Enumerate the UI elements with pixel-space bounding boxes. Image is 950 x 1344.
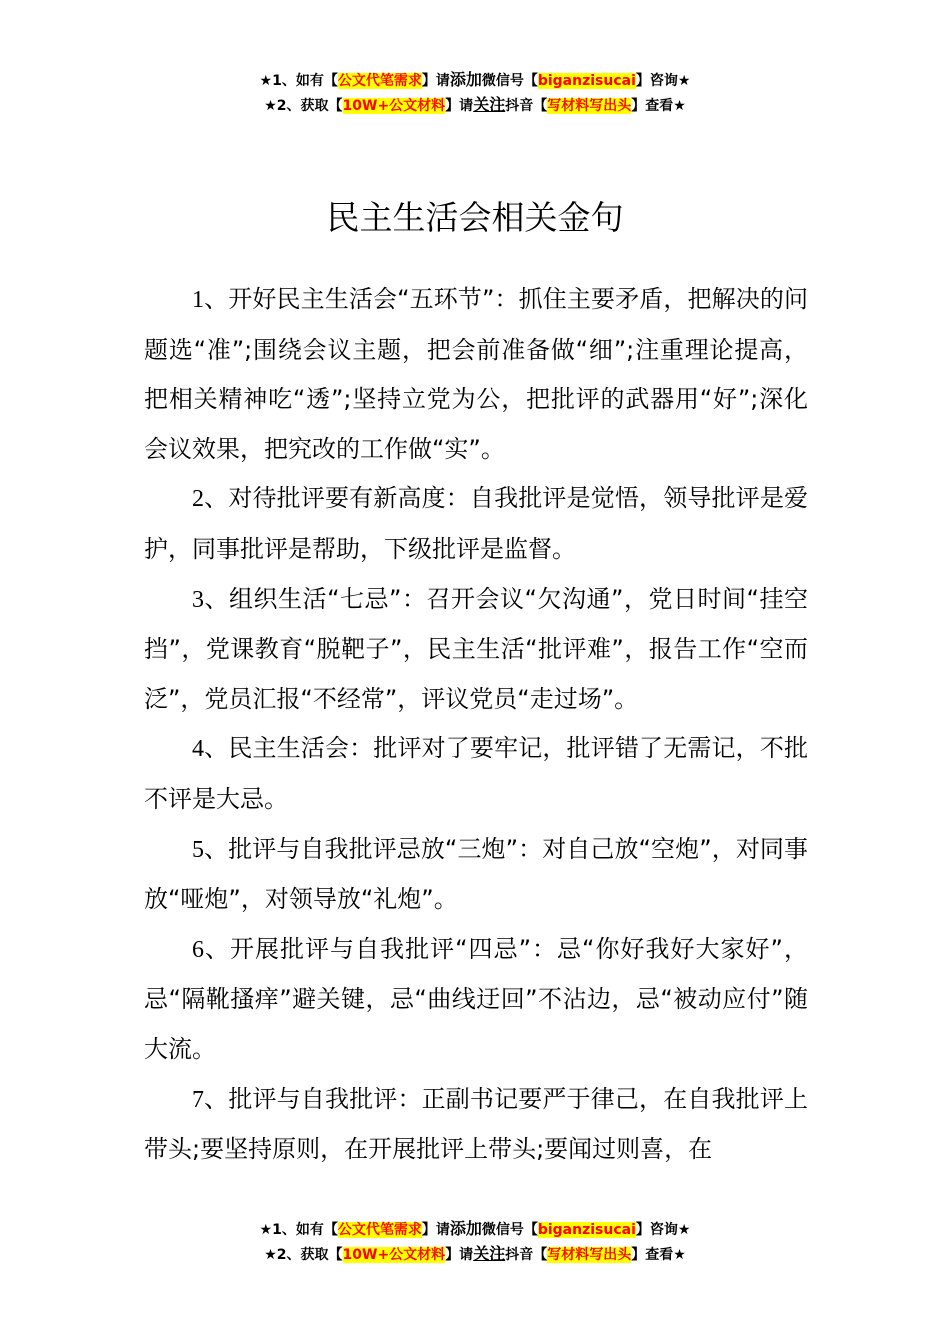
paragraph-7 — [144, 1075, 808, 1175]
notice-text: 微信号【 — [481, 73, 538, 89]
paragraph-number: 6 — [192, 936, 204, 963]
notice-line-1 — [0, 1217, 950, 1242]
notice-text: ★2、获取【 — [264, 98, 343, 114]
notice-highlight: 公文代笔需求 — [337, 1222, 422, 1238]
notice-line-1 — [0, 68, 950, 93]
notice-emphasis: 关注 — [473, 1244, 506, 1263]
notice-text: 】查看★ — [631, 1247, 686, 1263]
notice-emphasis: 关注 — [473, 95, 506, 114]
paragraph-3 — [144, 575, 808, 725]
notice-highlight: 写材料写出头 — [547, 1247, 632, 1263]
paragraph-number: 2 — [192, 486, 204, 513]
paragraph-text: 、对待批评要有新高度：自我批评是觉悟，领导批评是爱护，同事批评是帮助，下级批评是监督。 — [144, 484, 808, 563]
paragraph-number: 1 — [192, 287, 204, 313]
notice-text: 】咨询★ — [635, 73, 691, 89]
paragraph-text: 、民主生活会：批评对了要牢记，批评错了无需记，不批不评是大忌。 — [144, 734, 808, 813]
paragraph-number: 4 — [192, 736, 204, 763]
notice-emphasis: 添加 — [449, 70, 482, 89]
notice-text: ★1、如有【 — [259, 73, 338, 89]
notice-text: ★1、如有【 — [259, 1222, 338, 1238]
notice-text: 抖音【 — [505, 98, 548, 114]
notice-highlight: biganzisucai — [537, 1222, 636, 1238]
notice-text: 】请 — [445, 1247, 474, 1263]
paragraph-4 — [144, 724, 808, 824]
document-body — [144, 275, 808, 1175]
notice-highlight: 10W+公文材料 — [342, 98, 446, 114]
notice-text: 】请 — [421, 1222, 450, 1238]
paragraph-6 — [144, 925, 808, 1075]
paragraph-text: 、批评与自我批评：正副书记要严于律己，在自我批评上带头;要坚持原则，在开展批评上带头;要闻过则喜，在 — [144, 1084, 808, 1164]
paragraph-text: 、开好民主生活会“五环节”：抓住主要矛盾，把解决的问题选“准”;围绕会议主题，把会前准备做“细”;注重理论提高，把相关精神吃“透”;坚持立党为公，把批评的武器用“好”;深化会议效果，把究改的工作做“实”。 — [144, 285, 808, 463]
paragraph-number: 7 — [192, 1086, 204, 1113]
paragraph-number: 3 — [192, 586, 204, 613]
notice-line-2 — [0, 93, 950, 118]
notice-emphasis: 添加 — [449, 1219, 482, 1238]
paragraph-text: 、开展批评与自我批评“四忌”：忌“你好我好大家好”，忌“隔靴搔痒”避关键，忌“曲线迂回”不沾边，忌“被动应付”随大流。 — [144, 934, 808, 1063]
notice-text: 】咨询★ — [635, 1222, 691, 1238]
notice-text: 抖音【 — [505, 1247, 548, 1263]
notice-text: ★2、获取【 — [264, 1247, 343, 1263]
notice-text: 】请 — [421, 73, 450, 89]
notice-text: 】查看★ — [631, 98, 686, 114]
header-notice — [0, 68, 950, 118]
notice-highlight: 10W+公文材料 — [342, 1247, 446, 1263]
paragraph-1 — [144, 275, 808, 474]
footer-notice — [0, 1217, 950, 1267]
paragraph-text: 、组织生活“七忌”：召开会议“欠沟通”，党日时间“挂空挡”，党课教育“脱靶子”，民主生活“批评难”，报告工作“空而泛”，党员汇报“不经常”，评议党员“走过场”。 — [144, 584, 808, 713]
paragraph-number: 5 — [192, 836, 204, 863]
notice-highlight: 写材料写出头 — [547, 98, 632, 114]
notice-line-2 — [0, 1242, 950, 1267]
paragraph-text: 、批评与自我批评忌放“三炮”：对自己放“空炮”，对同事放“哑炮”，对领导放“礼炮”。 — [144, 834, 808, 914]
notice-highlight: biganzisucai — [537, 73, 636, 89]
notice-text: 微信号【 — [481, 1222, 538, 1238]
paragraph-2 — [144, 474, 808, 574]
notice-highlight: 公文代笔需求 — [337, 73, 422, 89]
page-title: 民主生活会相关金句 — [326, 198, 624, 238]
paragraph-5 — [144, 825, 808, 925]
notice-text: 】请 — [445, 98, 474, 114]
